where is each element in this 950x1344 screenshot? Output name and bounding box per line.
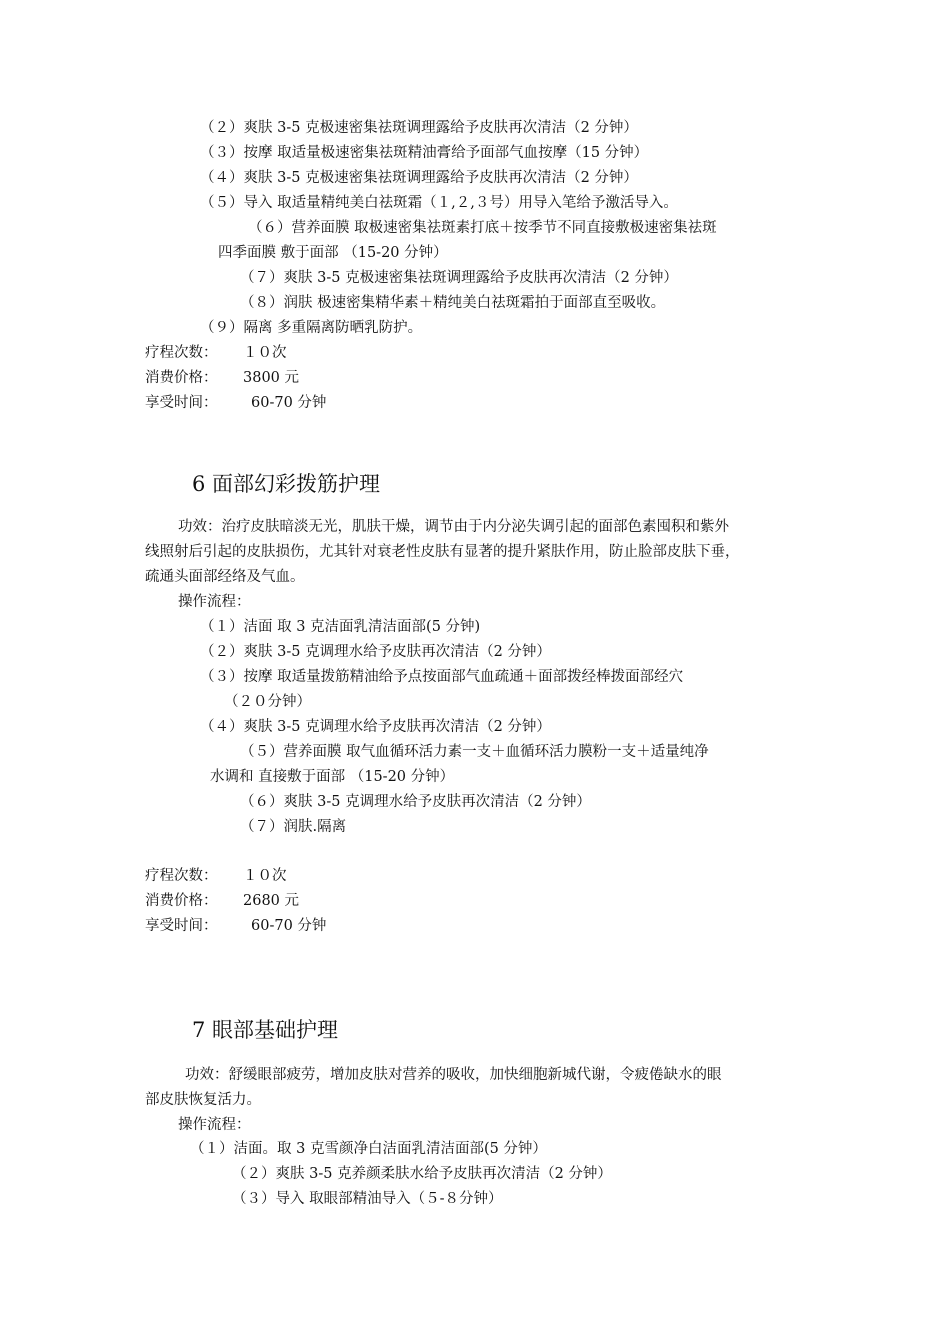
s5-time-label: 享受时间： — [145, 395, 218, 411]
s5-price-value: 3800 元 — [243, 370, 300, 386]
s6-step-5: （５）营养面膜 取气血循环活力素一支＋血循环活力膜粉一支＋适量纯净 — [240, 744, 709, 760]
s6-step-5-cont: 水调和 直接敷于面部 （15-20 分钟） — [210, 769, 455, 785]
s6-effect-line-1: 功效：治疗皮肤暗淡无光，肌肤干燥，调节由于内分泌失调引起的面部色素囤积和紫外 — [178, 519, 729, 535]
s5-step-5: （５）导入 取适量精纯美白祛斑霜（１,２,３号）用导入笔给予激活导入。 — [200, 195, 678, 211]
s5-step-6: （６）营养面膜 取极速密集祛斑素打底＋按季节不同直接敷极速密集祛斑 — [248, 220, 717, 236]
s6-price-label: 消费价格： — [145, 893, 218, 909]
s7-step-3: （３）导入 取眼部精油导入（５-８分钟） — [232, 1191, 503, 1207]
s6-step-7: （７）润肤.隔离 — [240, 819, 347, 835]
s6-step-1: （１）洁面 取 3 克洁面乳清洁面部(5 分钟) — [200, 619, 481, 635]
s6-step-6: （６）爽肤 3-5 克调理水给予皮肤再次清洁（2 分钟） — [240, 794, 591, 810]
s6-time-label: 享受时间： — [145, 918, 218, 934]
s6-duration — [145, 916, 326, 936]
s6-course-label: 疗程次数： — [145, 868, 218, 884]
s5-step-9: （９）隔离 多重隔离防晒乳防护。 — [200, 320, 423, 336]
s5-step-8: （８）润肤 极速密集精华素＋精纯美白祛斑霜拍于面部直至吸收。 — [240, 295, 666, 311]
s5-step-6-cont: 四季面膜 敷于面部 （15-20 分钟） — [218, 245, 448, 261]
s6-process-label: 操作流程： — [178, 594, 251, 610]
s6-step-3-cont: （２０分钟） — [224, 694, 311, 710]
s5-course-label: 疗程次数： — [145, 345, 218, 361]
s5-time-value: 60-70 分钟 — [251, 395, 327, 411]
s7-process-label: 操作流程： — [178, 1117, 251, 1133]
s6-course-value: １０次 — [243, 868, 287, 884]
s5-course-count — [145, 343, 287, 363]
s5-step-3: （３）按摩 取适量极速密集祛斑精油膏给予面部气血按摩（15 分钟） — [200, 145, 649, 161]
s6-price-value: 2680 元 — [243, 893, 300, 909]
s7-effect-line-1: 功效：舒缓眼部疲劳，增加皮肤对营养的吸收，加快细胞新城代谢，令疲倦缺水的眼 — [185, 1067, 722, 1083]
s7-effect-line-2: 部皮肤恢复活力。 — [145, 1092, 261, 1108]
s6-title: 6 面部幻彩拨筋护理 — [192, 472, 381, 496]
s5-step-7: （７）爽肤 3-5 克极速密集祛斑调理露给予皮肤再次清洁（2 分钟） — [240, 270, 678, 286]
s5-price-label: 消费价格： — [145, 370, 218, 386]
s5-duration — [145, 393, 326, 413]
s6-time-value: 60-70 分钟 — [251, 918, 327, 934]
s5-course-value: １０次 — [243, 345, 287, 361]
s7-step-2: （２）爽肤 3-5 克养颜柔肤水给予皮肤再次清洁（2 分钟） — [232, 1166, 612, 1182]
s6-course-count — [145, 866, 287, 886]
s7-title: 7 眼部基础护理 — [192, 1018, 339, 1042]
s6-step-2: （２）爽肤 3-5 克调理水给予皮肤再次清洁（2 分钟） — [200, 644, 551, 660]
s6-effect-line-3: 疏通头面部经络及气血。 — [145, 569, 305, 585]
s7-step-1: （１）洁面。取 3 克雪颜净白洁面乳清洁面部(5 分钟） — [190, 1141, 547, 1157]
s5-step-2: （２）爽肤 3-5 克极速密集祛斑调理露给予皮肤再次清洁（2 分钟） — [200, 120, 638, 136]
s5-price — [145, 368, 299, 388]
s6-step-3: （３）按摩 取适量拨筋精油给予点按面部气血疏通＋面部拨经棒拨面部经穴 — [200, 669, 684, 685]
s6-price — [145, 891, 299, 911]
s6-effect-line-2: 线照射后引起的皮肤损伤，尤其针对衰老性皮肤有显著的提升紧肤作用，防止脸部皮肤下垂， — [145, 544, 740, 560]
s6-step-4: （４）爽肤 3-5 克调理水给予皮肤再次清洁（2 分钟） — [200, 719, 551, 735]
s5-step-4: （４）爽肤 3-5 克极速密集祛斑调理露给予皮肤再次清洁（2 分钟） — [200, 170, 638, 186]
